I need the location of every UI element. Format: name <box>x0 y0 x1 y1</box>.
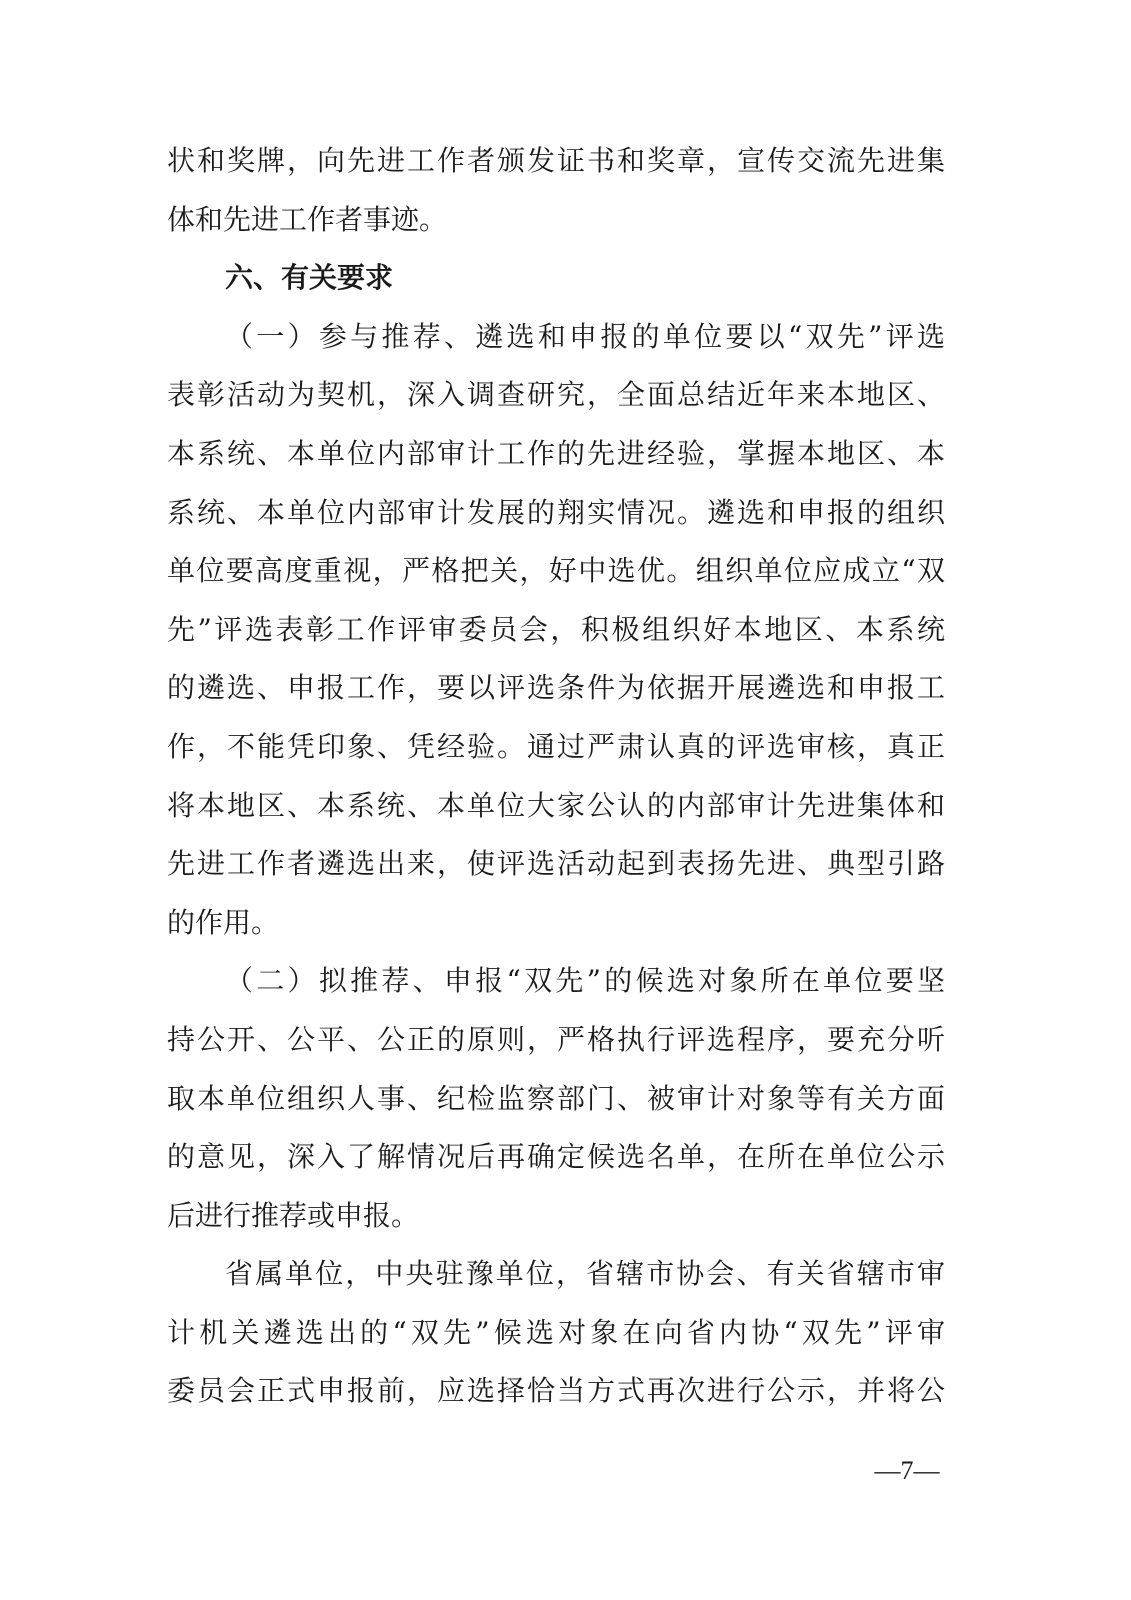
paragraph-line: 单位要高度重视，严格把关，好中选优。组织单位应成立“双 <box>167 554 945 588</box>
paragraph-line: 省属单位，中央驻豫单位，省辖市协会、有关省辖市审 <box>225 1257 945 1291</box>
paragraph-line: 将本地区、本系统、本单位大家公认的内部审计先进集体和 <box>167 788 945 822</box>
paragraph-line: 先”评选表彰工作评审委员会，积极组织好本地区、本系统 <box>167 612 945 646</box>
paragraph-line: 状和奖牌，向先进工作者颁发证书和奖章，宣传交流先进集 <box>167 144 945 177</box>
paragraph-line: 取本单位组织人事、纪检监察部门、被审计对象等有关方面 <box>167 1081 945 1115</box>
paragraph-line: 体和先进工作者事迹。 <box>167 202 448 236</box>
paragraph-line: 后进行推荐或申报。 <box>167 1198 420 1232</box>
paragraph-line: 的遴选、申报工作，要以评选条件为依据开展遴选和申报工 <box>167 671 945 705</box>
section-heading: 六、有关要求 <box>225 261 394 295</box>
paragraph-line: （二）拟推荐、申报“双先”的候选对象所在单位要坚 <box>225 964 945 998</box>
paragraph-line: 的意见，深入了解情况后再确定候选名单，在所在单位公示 <box>167 1140 945 1174</box>
paragraph-line: 表彰活动为契机，深入调查研究，全面总结近年来本地区、 <box>167 378 945 412</box>
body-text <box>167 132 945 1421</box>
paragraph-line: 的作用。 <box>167 905 280 939</box>
page-number: —7— <box>874 1456 940 1485</box>
paragraph-line: （一）参与推荐、遴选和申报的单位要以“双先”评选 <box>225 319 945 353</box>
paragraph-line: 持公开、公平、公正的原则，严格执行评选程序，要充分听 <box>167 1022 945 1056</box>
paragraph-line: 先进工作者遴选出来，使评选活动起到表扬先进、典型引路 <box>167 847 945 881</box>
paragraph-line: 计机关遴选出的“双先”候选对象在向省内协“双先”评审 <box>167 1315 945 1349</box>
paragraph-line: 委员会正式申报前，应选择恰当方式再次进行公示，并将公 <box>167 1374 945 1408</box>
paragraph-line: 系统、本单位内部审计发展的翔实情况。遴选和申报的组织 <box>167 495 945 529</box>
paragraph-line: 作，不能凭印象、凭经验。通过严肃认真的评选审核，真正 <box>167 729 945 763</box>
paragraph-line: 本系统、本单位内部审计工作的先进经验，掌握本地区、本 <box>167 436 945 470</box>
